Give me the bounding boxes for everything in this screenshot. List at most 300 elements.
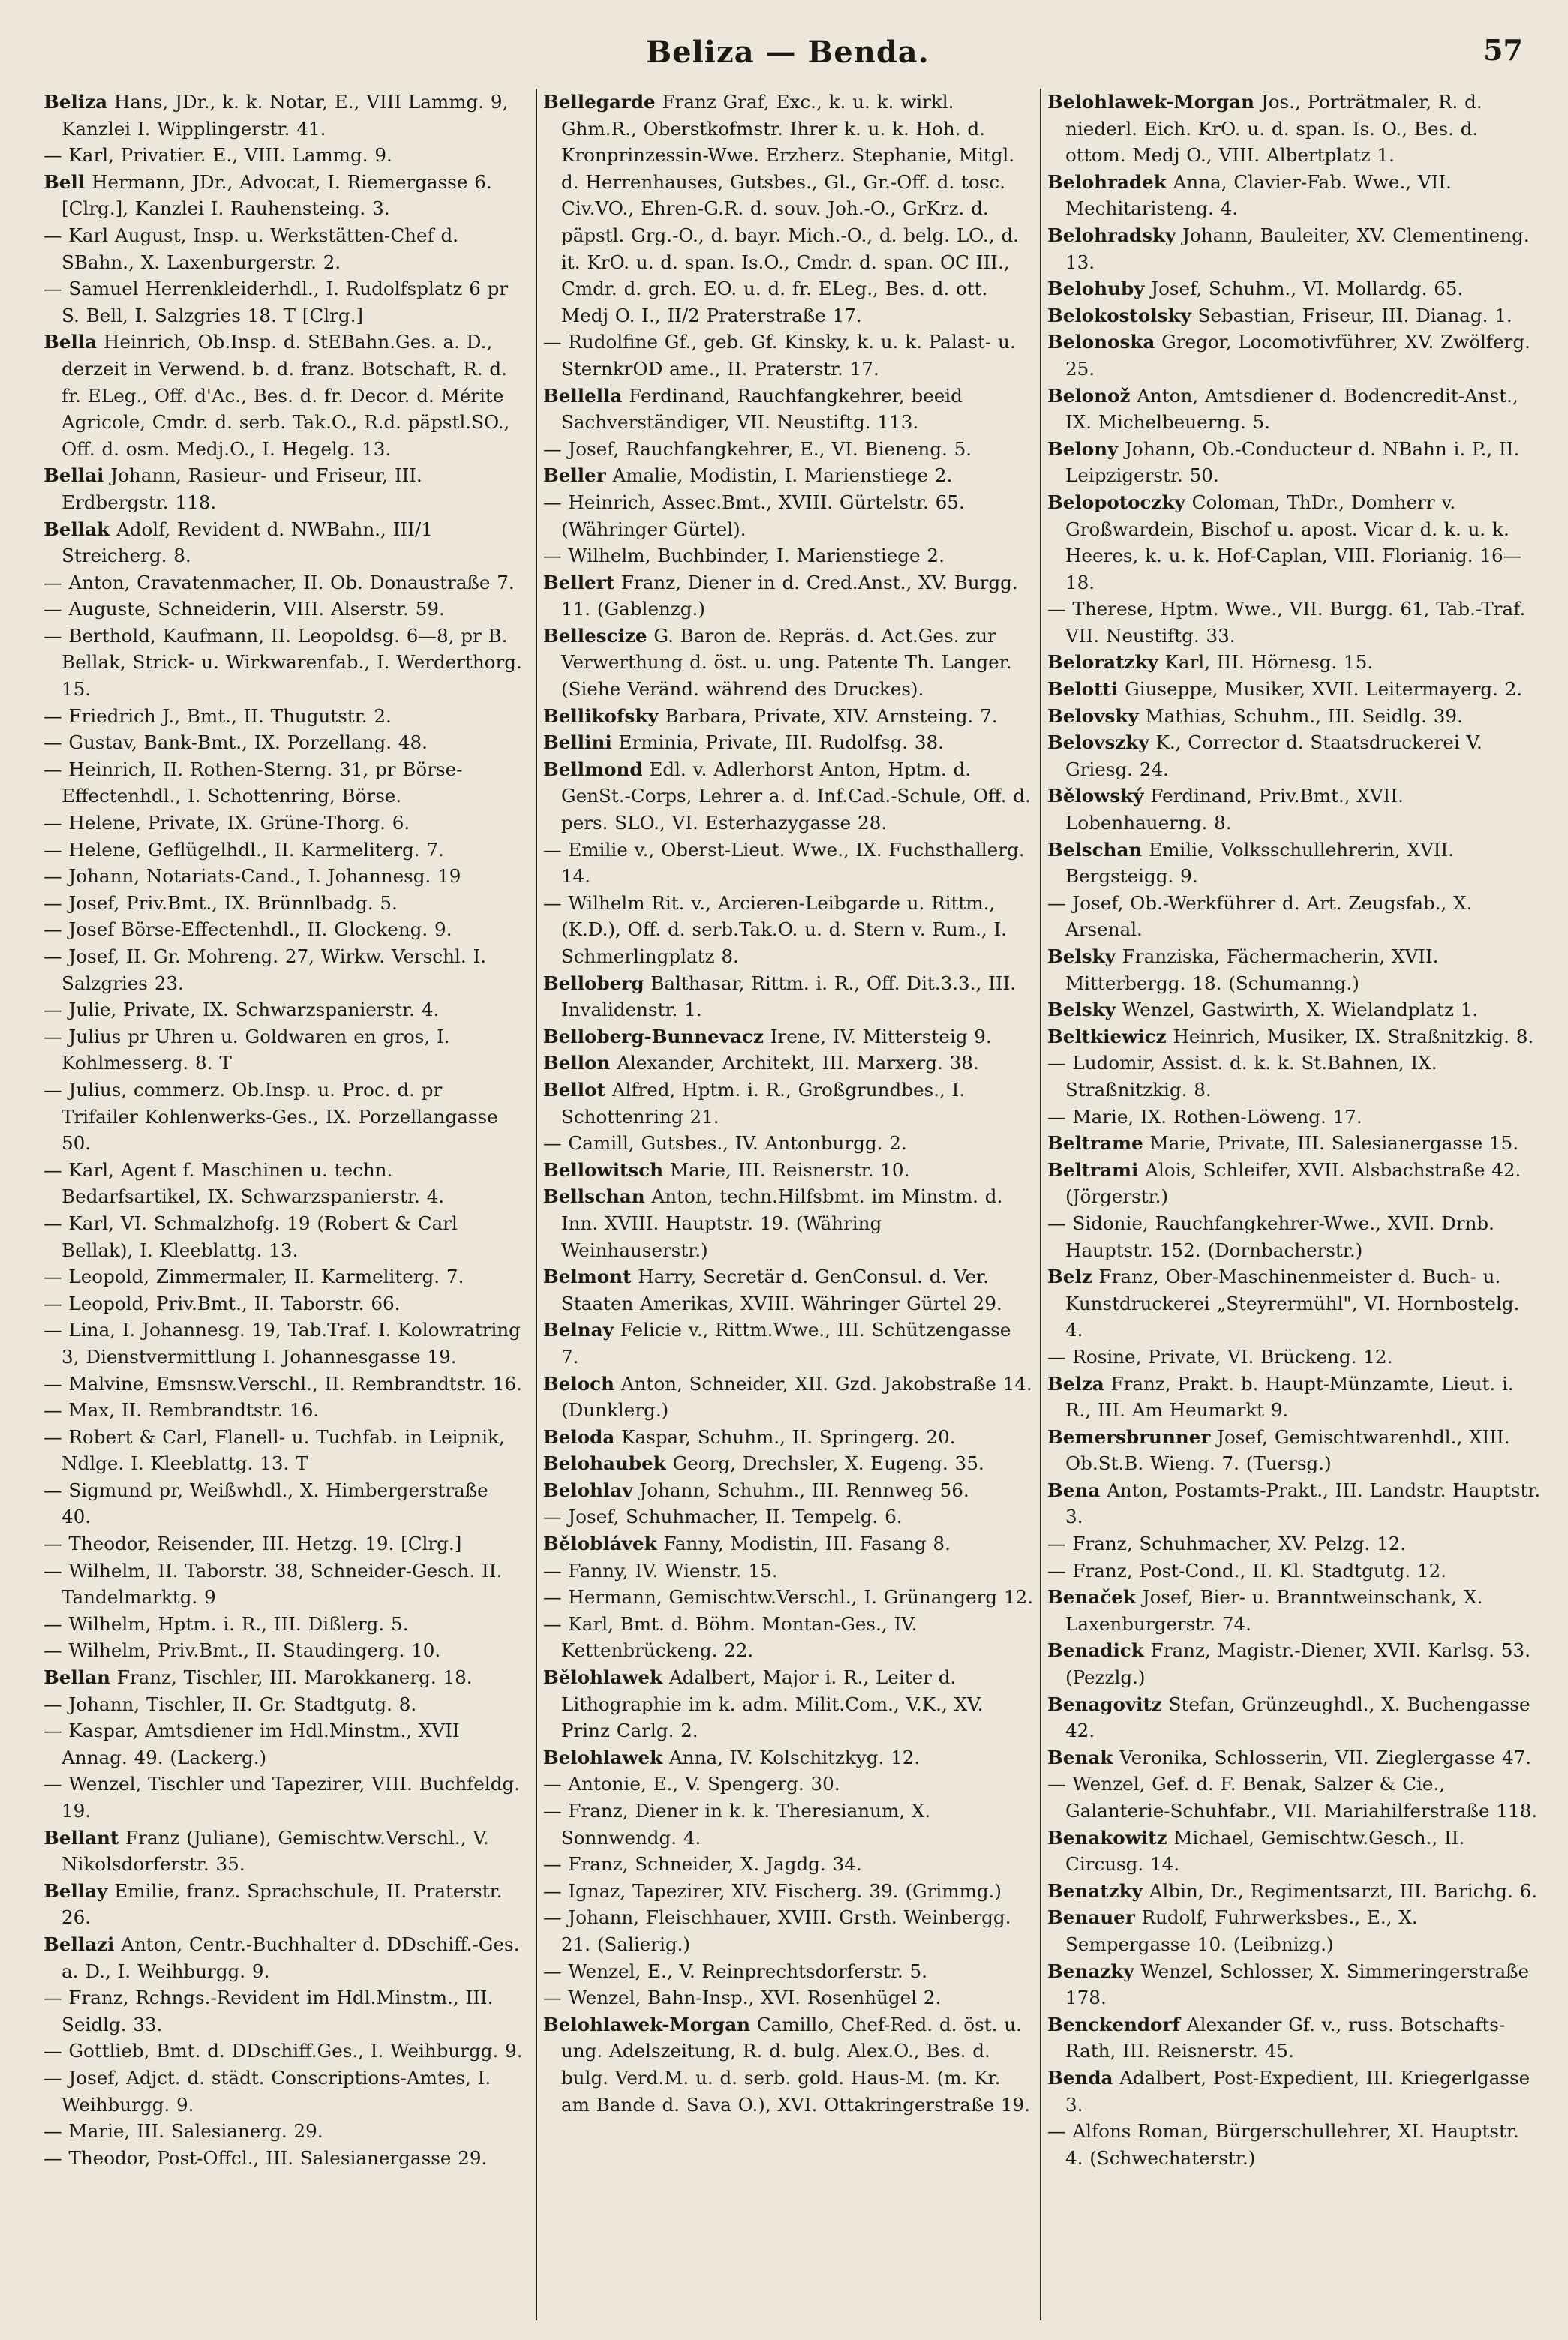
directory-entry	[1047, 1557, 1542, 1585]
entry-text: — Wilhelm, Hptm. i. R., III. Dißlerg. 5.	[44, 1612, 409, 1635]
entry-text: Anton, Schneider, XII. Gzd. Jakobstraße 14. (Dunklerg.)	[561, 1372, 1032, 1422]
directory-entry	[543, 1904, 1034, 1957]
entry-text: Fanny, Modistin, III. Fasang 8.	[663, 1533, 951, 1555]
entry-text: Johann, Bauleiter, XV. Clementineng. 13.	[1065, 224, 1530, 273]
entry-text: Sebastian, Friseur, III. Dianag. 1.	[1197, 304, 1512, 326]
directory-entry	[44, 1077, 524, 1157]
entry-text: Alexander, Architekt, III. Marxerg. 38.	[617, 1052, 979, 1074]
directory-entry	[44, 1771, 524, 1824]
entry-text: Franz (Juliane), Gemischtw.Verschl., V. Nikolsdorferstr. 35.	[62, 1826, 489, 1876]
entry-text: — Helene, Geflügelhdl., II. Karmeliterg. 7.	[44, 838, 444, 861]
directory-entry	[1047, 1157, 1542, 1210]
directory-entry	[1047, 383, 1542, 436]
entry-text: Jos., Porträtmaler, R. d. niederl. Eich. KrO. u. d. span. Is. O., Bes. d. ottom. Medj O., VIII. Albertplatz 1.	[1065, 91, 1482, 167]
directory-entry	[44, 2065, 524, 2118]
entry-surname: Beltrami	[1047, 1158, 1139, 1181]
entry-surname: Beloratzky	[1047, 651, 1158, 674]
entry-surname: Bemersbrunner	[1047, 1425, 1211, 1448]
directory-entry	[44, 1691, 524, 1718]
directory-entry	[44, 462, 524, 515]
entry-text: — Helene, Private, IX. Grüne-Thorg. 6.	[44, 812, 410, 834]
entry-text: — Sidonie, Rauchfangkehrer-Wwe., XVII. Drnb. Hauptstr. 152. (Dornbacherstr.)	[1047, 1212, 1494, 1261]
entry-text: — Wenzel, E., V. Reinprechtsdorferstr. 5.	[543, 1960, 927, 1982]
entry-surname: Beller	[543, 464, 606, 487]
directory-entry	[44, 2118, 524, 2145]
directory-entry	[1047, 222, 1542, 275]
entry-surname: Belokostolsky	[1047, 304, 1191, 326]
entry-text: Marie, III. Reisnerstr. 10.	[669, 1158, 910, 1181]
entry-surname: Bellschan	[543, 1185, 645, 1208]
entry-surname: Bellak	[44, 518, 110, 540]
entry-surname: Benagovitz	[1047, 1693, 1162, 1715]
directory-entry	[44, 863, 524, 890]
directory-entry	[1047, 1904, 1542, 1957]
directory-entry	[44, 275, 524, 329]
entry-text: Franziska, Fächermacherin, XVII. Mitterbergg. 18. (Schumanng.)	[1065, 945, 1439, 994]
entry-text: — Julius, commerz. Ob.Insp. u. Proc. d. pr Trifailer Kohlenwerks-Ges., IX. Porzellangasse 50.	[44, 1078, 498, 1155]
directory-entry	[1047, 1530, 1542, 1557]
entry-surname: Bellella	[543, 384, 623, 407]
directory-entry	[1047, 1825, 1542, 1878]
entry-text: — Marie, IX. Rothen-Löweng. 17.	[1047, 1105, 1362, 1128]
directory-entry	[1047, 1424, 1542, 1477]
directory-entry	[543, 1744, 1034, 1771]
entry-text: — Malvine, Emsnsw.Verschl., II. Rembrandtstr. 16.	[44, 1372, 522, 1395]
entry-text: K., Corrector d. Staatsdruckerei V. Griesg. 24.	[1065, 731, 1482, 780]
directory-entry	[543, 623, 1034, 703]
entry-text: Franz Graf, Exc., k. u. k. wirkl. Ghm.R., Oberstkofmstr. Ihrer k. u. k. Hoh. d. Kronprinzessin-Wwe. Erzherz. Stephanie, Mitgl. d. Herrenhauses, Gutsbes., Gl., Gr.-Off. d. tosc. Civ.VO., Ehren-G.R. d. souv. Joh.-O., GrKrz. d. päpstl. Grg.-O., d. bayr. Mich.-O., d. belg. LO., d. it. KrO. u. d. span. Is.O., Cmdr. d. span. OC III., Cmdr. d. grch. EO. u. d. fr. ELeg., Bes. d. ott. Medj O. I., II/2 Praterstraße 17.	[561, 91, 1019, 326]
entry-text: — Julius pr Uhren u. Goldwaren en gros, I. Kohlmesserg. 8. T	[44, 1025, 450, 1074]
entry-surname: Bellan	[44, 1666, 110, 1689]
directory-entry	[543, 1023, 1034, 1050]
entry-text: Amalie, Modistin, I. Marienstiege 2.	[612, 464, 953, 487]
directory-entry	[543, 383, 1034, 436]
directory-entry	[44, 996, 524, 1023]
entry-surname: Bellmond	[543, 758, 643, 780]
entry-text: Stefan, Grünzeughdl., X. Buchengasse 42.	[1065, 1693, 1530, 1742]
directory-entry	[543, 1424, 1034, 1451]
directory-entry	[44, 756, 524, 810]
entry-text: — Gottlieb, Bmt. d. DDschiff.Ges., I. Weihburgg. 9.	[44, 2040, 523, 2062]
entry-surname: Belloberg	[543, 972, 644, 994]
directory-entry	[1047, 1878, 1542, 1905]
directory-entry	[1047, 996, 1542, 1023]
directory-entry	[543, 89, 1034, 329]
entry-surname: Bellay	[44, 1879, 108, 1902]
column-1	[44, 89, 524, 2320]
entry-surname: Bellini	[543, 731, 612, 754]
entry-surname: Belonož	[1047, 384, 1131, 407]
directory-entry	[543, 2011, 1034, 2118]
entry-text: Ferdinand, Priv.Bmt., XVII. Lobenhauerng. 8.	[1065, 785, 1404, 834]
directory-entry	[44, 623, 524, 703]
entry-text: — Wilhelm Rit. v., Arcieren-Leibgarde u. Rittm., (K.D.), Off. d. serb.Tak.O. u. d. Stern v. Rum., I. Schmerlingplatz 8.	[543, 891, 1008, 967]
directory-entry	[543, 1503, 1034, 1530]
entry-text: Harry, Secretär d. GenConsul. d. Ver. Staaten Amerikas, XVIII. Währinger Gürtel 29.	[561, 1266, 1002, 1314]
directory-entry	[1047, 1637, 1542, 1690]
entry-text: — Leopold, Zimmermaler, II. Karmeliterg. 7.	[44, 1266, 464, 1288]
entry-text: G. Baron de. Repräs. d. Act.Ges. zur Verwerthung d. öst. u. ung. Patente Th. Langer. (Siehe Veränd. während des Druckes).	[561, 624, 1012, 701]
directory-entry	[44, 1317, 524, 1370]
directory-entry	[543, 1798, 1034, 1851]
entry-text: — Theodor, Reisender, III. Hetzg. 19. [Clrg.]	[44, 1533, 462, 1555]
entry-text: — Max, II. Rembrandtstr. 16.	[44, 1399, 320, 1422]
entry-text: — Wilhelm, Priv.Bmt., II. Staudingerg. 10.	[44, 1639, 441, 1662]
directory-entry	[543, 436, 1034, 463]
directory-entry	[1047, 1023, 1542, 1050]
directory-entry	[543, 1183, 1034, 1263]
entry-surname: Belovsky	[1047, 704, 1139, 727]
entry-surname: Benckendorf	[1047, 2013, 1180, 2035]
entry-text: Camillo, Chef-Red. d. öst. u. ung. Adelszeitung, R. d. bulg. Alex.O., Bes. d. bulg. Verd.M. u. d. serb. gold. Haus-M. (m. Kr. am Bande d. Sava O.), XVI. Ottakringerstraße 19.	[561, 2013, 1030, 2116]
entry-text: — Ludomir, Assist. d. k. k. St.Bahnen, IX. Straßnitzkig. 8.	[1047, 1052, 1437, 1101]
directory-entry	[44, 1157, 524, 1210]
directory-entry	[543, 1664, 1034, 1744]
directory-entry	[1047, 596, 1542, 649]
entry-text: Adalbert, Post-Expedient, III. Kriegerlgasse 3.	[1065, 2066, 1530, 2116]
entry-surname: Benakowitz	[1047, 1826, 1167, 1849]
page-header	[45, 30, 1530, 84]
entry-text: Anton, Postamts-Prakt., III. Landstr. Hauptstr. 3.	[1065, 1479, 1541, 1528]
directory-entry	[44, 1637, 524, 1664]
entry-text: — Wenzel, Tischler und Tapezirer, VIII. Buchfeldg. 19.	[44, 1773, 521, 1822]
entry-text: Karl, III. Hörnesg. 15.	[1164, 651, 1374, 674]
entry-surname: Bellot	[543, 1078, 605, 1101]
entry-text: Franz, Tischler, III. Marokkanerg. 18.	[116, 1666, 473, 1689]
directory-entry	[44, 516, 524, 569]
entry-text: — Karl, Privatier. E., VIII. Lammg. 9.	[44, 144, 392, 167]
entry-text: Franz, Prakt. b. Haupt-Münzamte, Lieut. i. R., III. Am Heumarkt 9.	[1065, 1372, 1514, 1422]
directory-entry	[1047, 1771, 1542, 1824]
entry-surname: Belohlawek-Morgan	[1047, 91, 1255, 113]
entry-text: Edl. v. Adlerhorst Anton, Hptm. d. GenSt.-Corps, Lehrer a. d. Inf.Cad.-Schule, Off. d. pers. SLO., VI. Esterhazygasse 28.	[561, 758, 1031, 834]
entry-surname: Benaček	[1047, 1586, 1136, 1609]
directory-entry	[44, 596, 524, 623]
directory-entry	[44, 703, 524, 730]
entry-surname: Belony	[1047, 437, 1119, 460]
entry-text: — Josef Börse-Effectenhdl., II. Glockeng. 9.	[44, 918, 452, 941]
entry-text: — Julie, Private, IX. Schwarzspanierstr. 4.	[44, 999, 440, 1021]
entry-text: Mathias, Schuhm., III. Seidlg. 39.	[1145, 704, 1463, 727]
entry-surname: Bellikofsky	[543, 704, 659, 727]
directory-entry	[543, 1450, 1034, 1477]
entry-text: — Ignaz, Tapezirer, XIV. Fischerg. 39. (Grimmg.)	[543, 1879, 1002, 1902]
directory-entry	[543, 1263, 1034, 1317]
entry-text: — Anton, Cravatenmacher, II. Ob. Donaustraße 7.	[44, 571, 515, 593]
directory-entry	[1047, 489, 1542, 596]
entry-surname: Bell	[44, 170, 86, 193]
entry-surname: Belsky	[1047, 945, 1116, 967]
entry-text: — Karl, Bmt. d. Böhm. Montan-Ges., IV. Kettenbrückeng. 22.	[543, 1612, 918, 1662]
entry-text: Franz, Diener in d. Cred.Anst., XV. Burgg. 11. (Gablenzg.)	[561, 571, 1018, 620]
directory-entry	[44, 729, 524, 756]
directory-entry	[44, 837, 524, 864]
entry-surname: Bellowitsch	[543, 1158, 664, 1181]
entry-text: Alexander Gf. v., russ. Botschafts-Rath, III. Reisnerstr. 45.	[1065, 2013, 1506, 2062]
directory-entry	[1047, 890, 1542, 943]
directory-entry	[543, 1878, 1034, 1905]
directory-entry	[44, 1210, 524, 1263]
entry-surname: Belz	[1047, 1266, 1092, 1288]
entry-surname: Bellazi	[44, 1933, 115, 1955]
entry-surname: Bellescize	[543, 624, 647, 647]
directory-entry	[44, 1825, 524, 1878]
entry-surname: Beltrame	[1047, 1132, 1143, 1155]
directory-entry	[1047, 649, 1542, 676]
entry-text: Hermann, JDr., Advocat, I. Riemergasse 6. [Clrg.], Kanzlei I. Rauhensteing. 3.	[62, 170, 492, 220]
entry-surname: Belza	[1047, 1372, 1104, 1395]
directory-entry	[543, 1317, 1034, 1370]
entry-surname: Belovszky	[1047, 731, 1149, 754]
directory-entry	[543, 1958, 1034, 1985]
entry-text: — Therese, Hptm. Wwe., VII. Burgg. 61, Tab.-Traf. VII. Neustiftg. 33.	[1047, 598, 1526, 647]
directory-entry	[1047, 2118, 1542, 2171]
entry-surname: Belonoska	[1047, 331, 1155, 353]
entry-text: — Josef, Adjct. d. städt. Conscriptions-Amtes, I. Weihburgg. 9.	[44, 2066, 491, 2116]
entry-text: — Samuel Herrenkleiderhdl., I. Rudolfsplatz 6 pr S. Bell, I. Salzgries 18. T [Clrg.]	[44, 278, 509, 326]
directory-entry	[543, 756, 1034, 837]
entry-text: Emilie, franz. Sprachschule, II. Praterstr. 26.	[62, 1879, 503, 1929]
entry-surname: Bena	[1047, 1479, 1101, 1501]
entry-text: — Antonie, E., V. Spengerg. 30.	[543, 1773, 840, 1795]
entry-text: — Berthold, Kaufmann, II. Leopoldsg. 6—8, pr B. Bellak, Strick- u. Wirkwarenfab., I. Werderthorg. 15.	[44, 624, 522, 701]
entry-text: Erminia, Private, III. Rudolfsg. 38.	[618, 731, 944, 754]
entry-text: — Marie, III. Salesianerg. 29.	[44, 2120, 323, 2143]
entry-text: Josef, Schuhm., VI. Mollardg. 65.	[1151, 278, 1464, 300]
directory-entry	[44, 1477, 524, 1530]
entry-text: Anton, Centr.-Buchhalter d. DDschiff.-Ges. a. D., I. Weihburgg. 9.	[62, 1933, 520, 1982]
directory-entry	[1047, 1371, 1542, 1424]
directory-entry	[543, 542, 1034, 569]
entry-text: — Gustav, Bank-Bmt., IX. Porzellang. 48.	[44, 731, 428, 754]
entry-surname: Belohaubek	[543, 1452, 666, 1475]
directory-entry	[1047, 169, 1542, 222]
entry-text: Heinrich, Ob.Insp. d. StEBahn.Ges. a. D., derzeit in Verwend. b. d. franz. Botschaft, R. d. fr. ELeg., Off. d'Ac., Bes. d. fr. Decor. d. Mérite Agricole, Cmdr. d. serb. Tak.O., R.d. päpstl.SO., Off. d. osm. Medj.O., I. Hegelg. 13.	[62, 331, 510, 460]
entry-surname: Belohlawek	[543, 1746, 663, 1768]
entry-text: Anton, Amtsdiener d. Bodencredit-Anst., IX. Michelbeuerng. 5.	[1065, 384, 1518, 434]
directory-entry	[543, 1157, 1034, 1184]
entry-text: Anna, Clavier-Fab. Wwe., VII. Mechitaristeng. 4.	[1065, 170, 1452, 220]
directory-entry	[44, 1397, 524, 1424]
directory-entry	[1047, 275, 1542, 302]
entry-surname: Belloberg-Bunnevacz	[543, 1025, 764, 1047]
entry-surname: Bella	[44, 331, 98, 353]
directory-entry	[1047, 1477, 1542, 1530]
entry-text: — Wenzel, Gef. d. F. Benak, Salzer & Cie., Galanterie-Schuhfabr., VII. Mariahilferstraße 118.	[1047, 1773, 1538, 1822]
directory-entry	[44, 1424, 524, 1477]
entry-text: — Sigmund pr, Weißwhdl., X. Himbergerstraße 40.	[44, 1479, 488, 1528]
entry-text: Felicie v., Rittm.Wwe., III. Schützengasse 7.	[561, 1319, 1011, 1368]
directory-entry	[44, 1290, 524, 1317]
directory-entry	[1047, 1691, 1542, 1744]
entry-surname: Bellant	[44, 1826, 119, 1849]
entry-surname: Benadick	[1047, 1639, 1144, 1662]
directory-entry	[44, 1878, 524, 1931]
entry-surname: Belschan	[1047, 838, 1143, 861]
directory-entry	[543, 1077, 1034, 1130]
entry-text: — Karl, VI. Schmalzhofg. 19 (Robert & Carl Bellak), I. Kleeblattg. 13.	[44, 1212, 458, 1261]
entry-text: — Hermann, Gemischtw.Verschl., I. Grünangerg 12.	[543, 1586, 1033, 1609]
directory-entry	[44, 1611, 524, 1638]
entry-text: Rudolf, Fuhrwerksbes., E., X. Sempergasse 10. (Leibnizg.)	[1065, 1906, 1418, 1955]
entry-text: Wenzel, Gastwirth, X. Wielandplatz 1.	[1122, 999, 1479, 1021]
entry-surname: Bellai	[44, 464, 104, 487]
entry-surname: Beliza	[44, 91, 108, 113]
entry-text: — Emilie v., Oberst-Lieut. Wwe., IX. Fuchsthallerg. 14.	[543, 838, 1025, 888]
directory-entry	[1047, 729, 1542, 783]
entry-surname: Belmont	[543, 1266, 632, 1288]
directory-entry	[44, 1023, 524, 1077]
page-number: 57	[1483, 33, 1523, 67]
entry-text: — Johann, Notariats-Cand., I. Johannesg. 19	[44, 865, 461, 888]
directory-entry	[543, 1611, 1034, 1664]
directory-entry	[543, 729, 1034, 756]
entry-surname: Beloda	[543, 1425, 615, 1448]
directory-entry	[543, 1771, 1034, 1798]
directory-entry	[1047, 329, 1542, 382]
entry-surname: Benak	[1047, 1746, 1113, 1768]
entry-text: Georg, Drechsler, X. Eugeng. 35.	[672, 1452, 984, 1475]
entry-text: — Franz, Schneider, X. Jagdg. 34.	[543, 1853, 862, 1876]
directory-entry	[1047, 1130, 1542, 1157]
directory-entry	[44, 222, 524, 275]
entry-text: — Kaspar, Amtsdiener im Hdl.Minstm., XVII Annag. 49. (Lackerg.)	[44, 1720, 460, 1768]
directory-entry	[44, 1263, 524, 1290]
entry-surname: Bělohlawek	[543, 1666, 663, 1689]
directory-entry	[543, 1050, 1034, 1077]
entry-text: — Camill, Gutsbes., IV. Antonburgg. 2.	[543, 1132, 907, 1155]
entry-text: — Josef, Ob.-Werkführer d. Art. Zeugsfab., X. Arsenal.	[1047, 891, 1473, 941]
entry-surname: Bellert	[543, 571, 615, 593]
entry-surname: Beltkiewicz	[1047, 1025, 1167, 1047]
running-title: Beliza — Benda.	[646, 35, 930, 70]
entry-text: — Josef, Priv.Bmt., IX. Brünnlbadg. 5.	[44, 891, 398, 914]
entry-text: — Johann, Tischler, II. Gr. Stadtgutg. 8.	[44, 1693, 417, 1715]
entry-text: — Fanny, IV. Wienstr. 15.	[543, 1559, 778, 1582]
entry-text: — Josef, Schuhmacher, II. Tempelg. 6.	[543, 1506, 903, 1528]
directory-entry	[44, 916, 524, 943]
directory-entry	[44, 1931, 524, 1984]
entry-surname: Bellon	[543, 1052, 611, 1074]
directory-entry	[543, 1477, 1034, 1504]
entry-text: — Heinrich, II. Rothen-Sterng. 31, pr Börse-Effectenhdl., I. Schottenring, Börse.	[44, 758, 463, 807]
entry-surname: Belohuby	[1047, 278, 1145, 300]
entry-text: Marie, Private, III. Salesianergasse 15.	[1149, 1132, 1519, 1155]
directory-entry	[44, 2038, 524, 2065]
directory-entry	[543, 489, 1034, 542]
directory-entry	[1047, 1584, 1542, 1637]
entry-text: Hans, JDr., k. k. Notar, E., VIII Lammg. 9, Kanzlei I. Wipplingerstr. 41.	[62, 91, 509, 140]
entry-text: — Theodor, Post-Offcl., III. Salesianergasse 29.	[44, 2146, 488, 2169]
entry-text: Albin, Dr., Regimentsarzt, III. Barichg. 6.	[1149, 1879, 1538, 1902]
directory-entry	[543, 1984, 1034, 2011]
directory-entry	[1047, 436, 1542, 489]
entry-text: Alois, Schleifer, XVII. Alsbachstraße 42. (Jörgerstr.)	[1065, 1158, 1521, 1208]
directory-entry	[543, 970, 1034, 1023]
directory-entry	[1047, 1744, 1542, 1771]
directory-entry	[44, 142, 524, 169]
entry-text: — Rosine, Private, VI. Brückeng. 12.	[1047, 1345, 1393, 1368]
entry-text: Wenzel, Schlosser, X. Simmeringerstraße 178.	[1065, 1960, 1530, 2009]
entry-text: Josef, Gemischtwarenhdl., XIII. Ob.St.B. Wieng. 7. (Tuersg.)	[1065, 1425, 1510, 1475]
directory-entry	[1047, 837, 1542, 890]
entry-surname: Benazky	[1047, 1960, 1134, 1982]
directory-entry	[1047, 1104, 1542, 1131]
directory-entry	[543, 890, 1034, 970]
entry-surname: Belohradsky	[1047, 224, 1176, 246]
entry-text: Johann, Schuhm., III. Rennweg 56.	[639, 1479, 969, 1501]
entry-text: Barbara, Private, XIV. Arnsteing. 7.	[665, 704, 998, 727]
entry-text: Gregor, Locomotivführer, XV. Zwölferg. 25.	[1065, 331, 1530, 380]
directory-entry	[1047, 1050, 1542, 1103]
entry-text: — Franz, Post-Cond., II. Kl. Stadtgutg. 12.	[1047, 1559, 1447, 1582]
entry-text: — Auguste, Schneiderin, VIII. Alserstr. 59.	[44, 598, 445, 620]
directory-entry	[543, 1530, 1034, 1557]
directory-entry	[1047, 302, 1542, 329]
directory-entry	[44, 1664, 524, 1691]
directory-entry	[1047, 1958, 1542, 2011]
entry-text: Balthasar, Rittm. i. R., Off. Dit.3.3., III. Invalidenstr. 1.	[561, 972, 1017, 1021]
directory-entry	[44, 890, 524, 917]
entry-text: Coloman, ThDr., Domherr v. Großwardein, Bischof u. apost. Vicar d. k. u. k. Heeres, k. u. k. Hof-Caplan, VIII. Florianig. 16—18.	[1065, 491, 1522, 593]
directory-entry	[1047, 1263, 1542, 1344]
directory-entry	[1047, 943, 1542, 996]
directory-entry	[44, 1557, 524, 1611]
directory-entry	[1047, 2011, 1542, 2065]
entry-text: Adolf, Revident d. NWBahn., III/1 Streicherg. 8.	[62, 518, 433, 567]
entry-text: — Franz, Schuhmacher, XV. Pelzg. 12.	[1047, 1533, 1407, 1555]
entry-surname: Bělowský	[1047, 785, 1144, 807]
entry-text: Veronika, Schlosserin, VII. Zieglergasse 47.	[1119, 1746, 1532, 1768]
directory-entry	[44, 569, 524, 596]
entry-text: Franz, Ober-Maschinenmeister d. Buch- u. Kunstdruckerei „Steyrermühl", VI. Hornbostelg. 4.	[1065, 1266, 1520, 1341]
directory-entry	[543, 462, 1034, 489]
entry-text: Kaspar, Schuhm., II. Springerg. 20.	[621, 1425, 956, 1448]
entry-surname: Bellegarde	[543, 91, 656, 113]
entry-text: Giuseppe, Musiker, XVII. Leitermayerg. 2.	[1125, 678, 1523, 701]
entry-text: Johann, Ob.-Conducteur d. NBahn i. P., II. Leipzigerstr. 50.	[1065, 437, 1520, 487]
directory-entry	[543, 1557, 1034, 1585]
entry-text: — Johann, Fleischhauer, XVIII. Grsth. Weinbergg. 21. (Salierig.)	[543, 1906, 1011, 1955]
entry-text: — Franz, Rchngs.-Revident im Hdl.Minstm., III. Seidlg. 33.	[44, 1987, 494, 2035]
column-3	[1040, 89, 1542, 2320]
entry-text: — Rudolfine Gf., geb. Gf. Kinsky, k. u. k. Palast- u. SternkrOD ame., II. Praterstr. 17.	[543, 331, 1016, 380]
directory-entry	[1047, 676, 1542, 703]
directory-entry	[1047, 703, 1542, 730]
entry-text: Ferdinand, Rauchfangkehrer, beeid Sachverständiger, VII. Neustiftg. 113.	[561, 384, 963, 434]
entry-text: — Wenzel, Bahn-Insp., XVI. Rosenhügel 2.	[543, 1987, 942, 2009]
entry-surname: Běloblávek	[543, 1533, 657, 1555]
entry-text: — Josef, Rauchfangkehrer, E., VI. Bieneng. 5.	[543, 437, 972, 460]
directory-entry	[44, 89, 524, 142]
entry-text: Emilie, Volksschullehrerin, XVII. Bergsteigg. 9.	[1065, 838, 1455, 888]
entry-text: — Alfons Roman, Bürgerschullehrer, XI. Hauptstr. 4. (Schwechaterstr.)	[1047, 2120, 1519, 2169]
entry-text: — Friedrich J., Bmt., II. Thugutstr. 2.	[44, 704, 392, 727]
entry-surname: Belohradek	[1047, 170, 1167, 193]
directory-entry	[44, 1530, 524, 1557]
directory-entry	[44, 2145, 524, 2172]
directory-entry	[1047, 783, 1542, 836]
directory-entry	[543, 1851, 1034, 1878]
directory-entry	[1047, 2065, 1542, 2118]
entry-surname: Belsky	[1047, 999, 1116, 1021]
directory-entry	[543, 329, 1034, 382]
directory-entry	[543, 1584, 1034, 1611]
directory-entry	[543, 1371, 1034, 1424]
entry-text: — Wilhelm, Buchbinder, I. Marienstiege 2.	[543, 545, 945, 567]
entry-text: Johann, Rasieur- und Friseur, III. Erdbergstr. 118.	[62, 464, 422, 513]
directory-columns	[44, 89, 1541, 2320]
